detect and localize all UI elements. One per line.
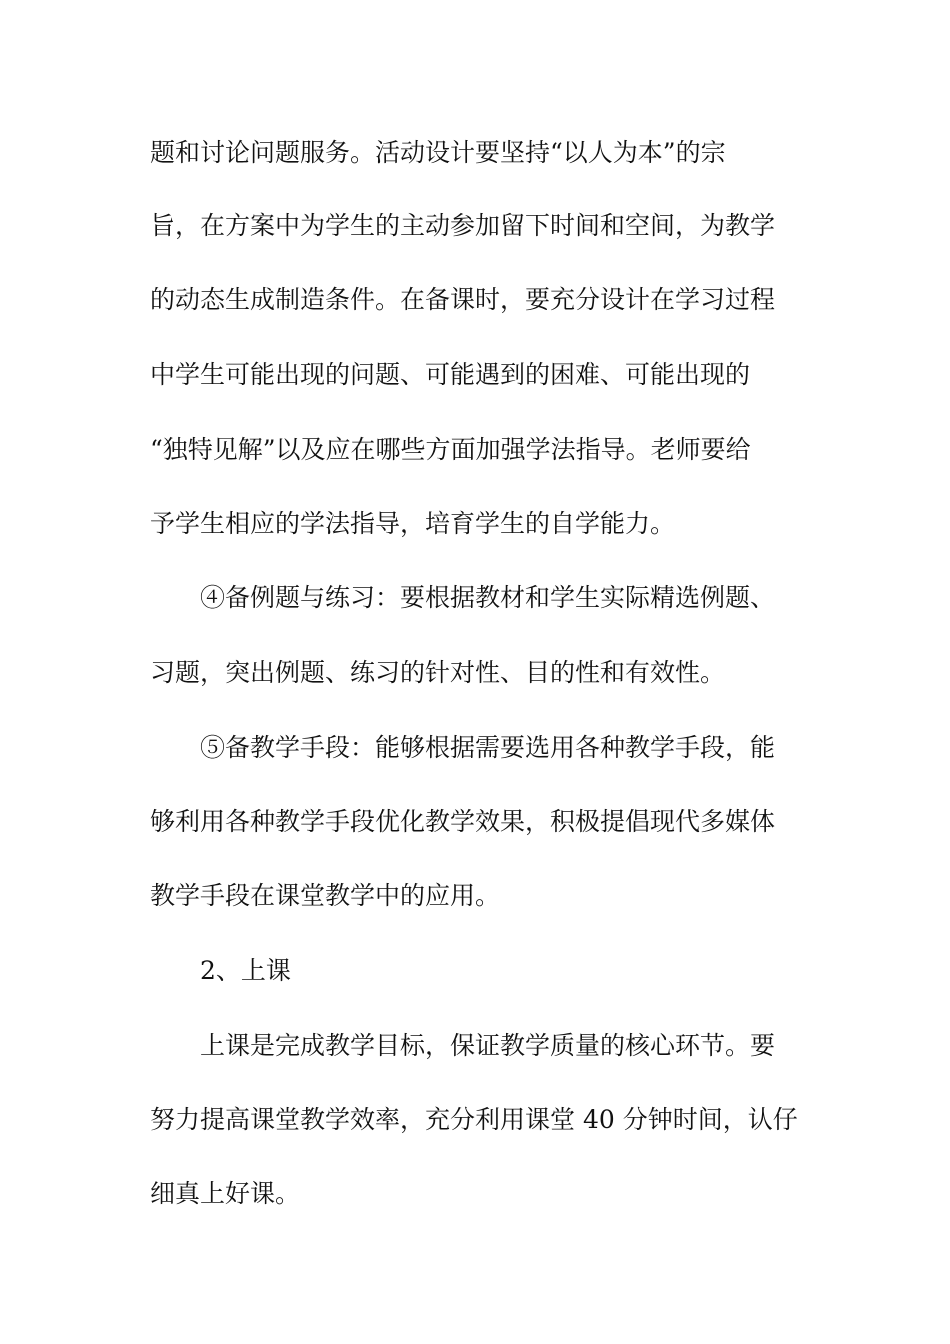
text-line: 够利用各种教学手段优化教学效果，积极提倡现代多媒体 (150, 807, 776, 836)
text-line: “独特见解”以及应在哪些方面加强学法指导。老师要给 (150, 435, 751, 464)
text-line: ⑤备教学手段：能够根据需要选用各种教学手段，能 (200, 733, 776, 762)
text-line: ④备例题与练习：要根据教材和学生实际精选例题、 (200, 583, 776, 612)
text-line: 教学手段在课堂教学中的应用。 (150, 881, 501, 910)
text-line: 努力提高课堂教学效率，充分利用课堂 40 分钟时间，认仔 (150, 1105, 798, 1134)
text-line: 予学生相应的学法指导，培育学生的自学能力。 (150, 509, 676, 538)
text-line: 习题，突出例题、练习的针对性、目的性和有效性。 (150, 658, 726, 687)
text-line: 中学生可能出现的问题、可能遇到的困难、可能出现的 (150, 360, 751, 389)
text-line: 上课是完成教学目标，保证教学质量的核心环节。要 (200, 1031, 776, 1060)
text-line: 题和讨论问题服务。活动设计要坚持“以人为本”的宗 (150, 138, 726, 167)
text-line: 细真上好课。 (150, 1179, 301, 1208)
section-heading: 2、上课 (200, 956, 291, 985)
text-line: 旨，在方案中为学生的主动参加留下时间和空间，为教学 (150, 211, 776, 240)
text-line: 的动态生成制造条件。在备课时，要充分设计在学习过程 (150, 285, 776, 314)
